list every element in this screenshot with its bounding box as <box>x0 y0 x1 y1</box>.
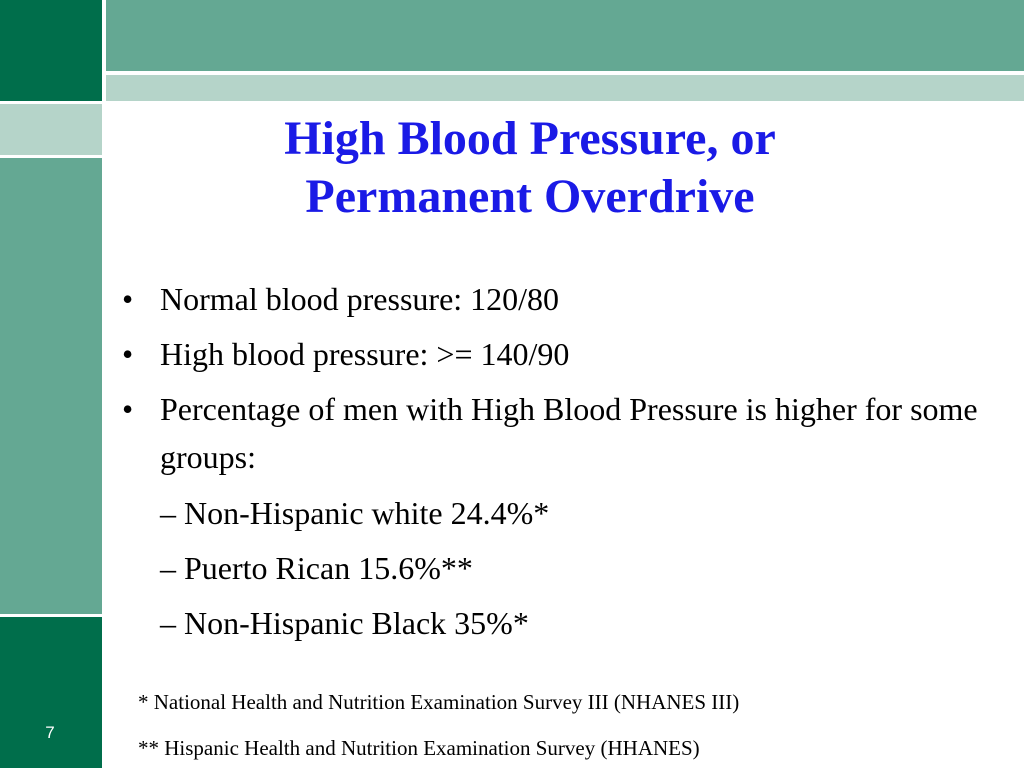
title-line-2: Permanent Overdrive <box>305 169 755 223</box>
sub-bullet-item <box>160 544 980 592</box>
bullet-list <box>120 275 980 654</box>
sub-bullet-text: Puerto Rican 15.6%** <box>184 550 473 586</box>
sub-bullet-list <box>160 489 980 647</box>
left-block-mid <box>0 158 102 614</box>
footnote-nhanes: * National Health and Nutrition Examination Survey III (NHANES III) <box>138 690 740 714</box>
title-line-1: High Blood Pressure, or <box>284 112 776 165</box>
left-block-dark-bottom <box>0 617 102 768</box>
left-block-light <box>0 104 102 155</box>
sub-bullet-text: Non-Hispanic white 24.4%* <box>184 495 550 531</box>
footnote-hhanes: ** Hispanic Health and Nutrition Examination Survey (HHANES) <box>138 736 700 760</box>
sub-bullet-item <box>160 489 980 537</box>
bullet-item <box>120 385 980 647</box>
slide-number: 7 <box>45 723 55 742</box>
dash-icon: – <box>160 550 176 586</box>
left-block-dark-top <box>0 0 102 101</box>
sub-bullet-text: Non-Hispanic Black 35%* <box>184 605 529 641</box>
bullet-text: Normal blood pressure: 120/80 <box>160 281 560 317</box>
top-band-light <box>106 75 1024 101</box>
bullet-item <box>120 330 980 378</box>
bullet-item <box>120 275 980 323</box>
bullet-dot-icon: • <box>122 391 134 427</box>
sub-bullet-item <box>160 599 980 647</box>
dash-icon: – <box>160 605 176 641</box>
bullet-text: Percentage of men with High Blood Pressure is higher for some groups: <box>160 391 978 475</box>
top-band-mid <box>106 0 1024 71</box>
bullet-dot-icon: • <box>122 336 134 372</box>
bullet-text: High blood pressure: >= 140/90 <box>160 336 570 372</box>
slide-title <box>130 110 930 225</box>
bullet-dot-icon: • <box>122 281 134 317</box>
dash-icon: – <box>160 495 176 531</box>
